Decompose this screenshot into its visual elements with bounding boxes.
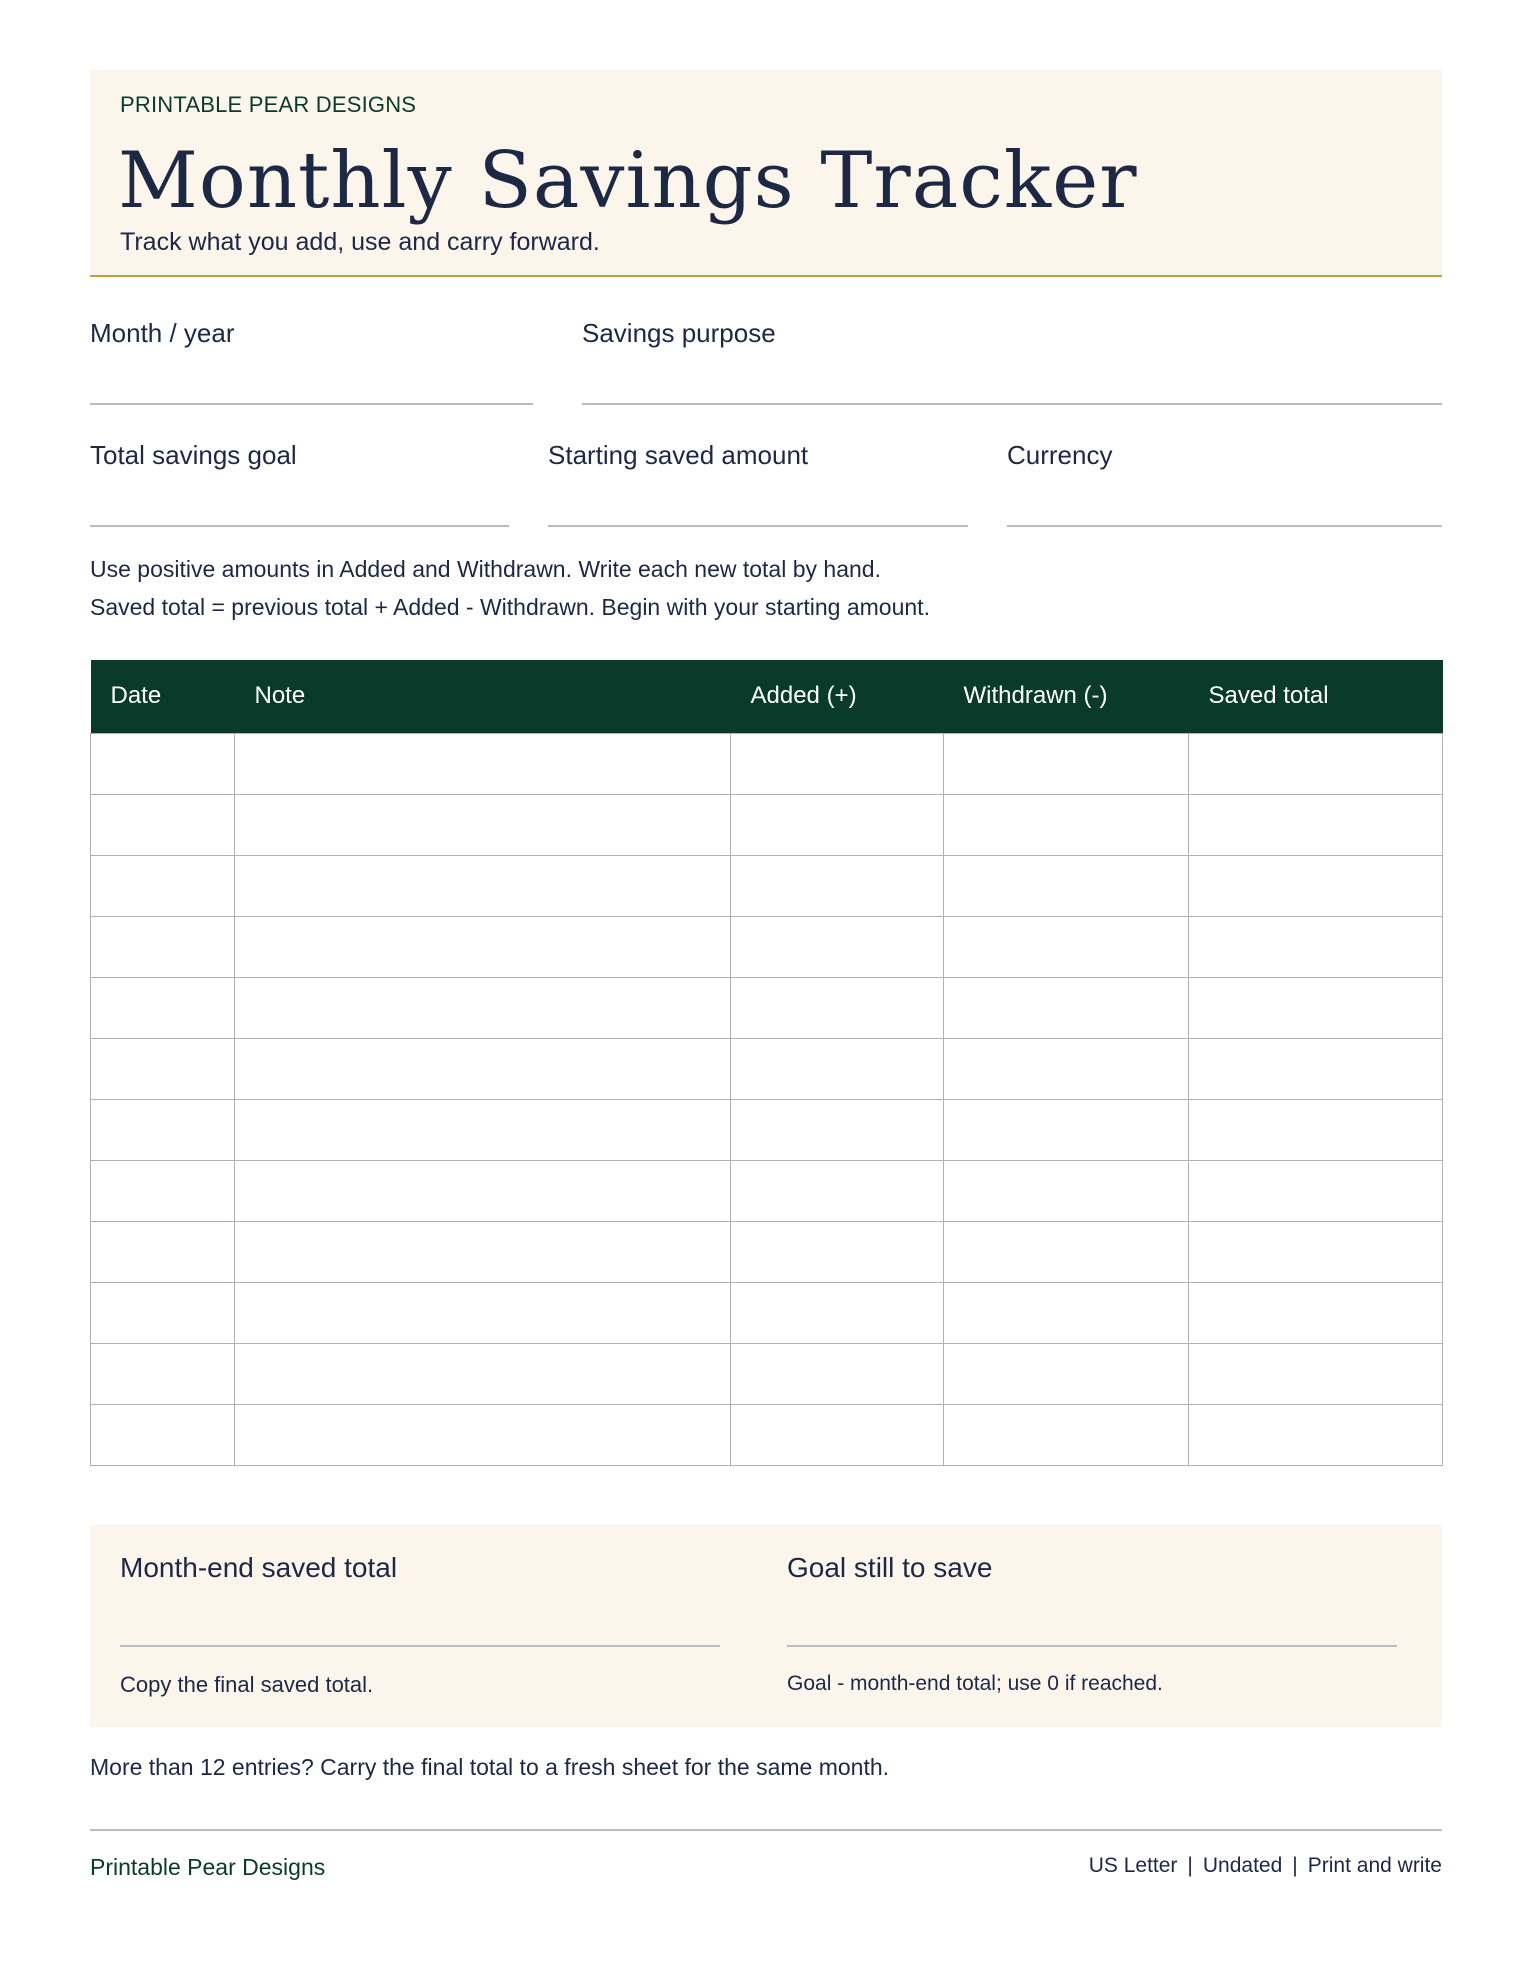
- cell-note[interactable]: [235, 1160, 731, 1221]
- cell-withdrawn[interactable]: [944, 1282, 1189, 1343]
- cell-date[interactable]: [91, 1282, 235, 1343]
- goal-remaining-label: Goal still to save: [787, 1552, 993, 1583]
- table-row: [91, 1343, 1443, 1404]
- table-row: [91, 794, 1443, 855]
- footer-dated: Undated: [1202, 1854, 1283, 1877]
- table-row: [91, 977, 1443, 1038]
- cell-saved-total[interactable]: [1189, 1221, 1443, 1282]
- month-year-field[interactable]: [90, 403, 533, 405]
- cell-saved-total[interactable]: [1189, 733, 1443, 794]
- cell-withdrawn[interactable]: [944, 1343, 1189, 1404]
- cell-withdrawn[interactable]: [944, 1038, 1189, 1099]
- cell-note[interactable]: [235, 1221, 731, 1282]
- cell-note[interactable]: [235, 1343, 731, 1404]
- footer-brand: Printable Pear Designs: [90, 1854, 326, 1880]
- goal-remaining-field[interactable]: [787, 1645, 1397, 1647]
- cell-note[interactable]: [235, 733, 731, 794]
- cell-added[interactable]: [731, 1282, 944, 1343]
- table-row: [91, 1282, 1443, 1343]
- footer-meta: [1089, 1854, 1442, 1878]
- cell-withdrawn[interactable]: [944, 733, 1189, 794]
- column-header-saved-total: Saved total: [1189, 660, 1443, 733]
- instruction-line-2: Saved total = previous total + Added - Withdrawn. Begin with your starting amount.: [90, 594, 930, 620]
- month-end-total-hint: Copy the final saved total.: [120, 1672, 374, 1697]
- cell-note[interactable]: [235, 1038, 731, 1099]
- cell-withdrawn[interactable]: [944, 1099, 1189, 1160]
- page-subtitle: Track what you add, use and carry forward.: [120, 228, 600, 256]
- cell-withdrawn[interactable]: [944, 855, 1189, 916]
- cell-note[interactable]: [235, 1282, 731, 1343]
- cell-withdrawn[interactable]: [944, 1221, 1189, 1282]
- currency-field[interactable]: [1007, 525, 1442, 527]
- footer-separator: |: [1187, 1854, 1193, 1877]
- overflow-note: More than 12 entries? Carry the final total to a fresh sheet for the same month.: [90, 1754, 890, 1780]
- header-banner: [90, 70, 1442, 277]
- table-row: [91, 1160, 1443, 1221]
- cell-saved-total[interactable]: [1189, 916, 1443, 977]
- cell-added[interactable]: [731, 1343, 944, 1404]
- cell-withdrawn[interactable]: [944, 794, 1189, 855]
- footer-separator: |: [1292, 1854, 1298, 1877]
- cell-date[interactable]: [91, 1221, 235, 1282]
- cell-added[interactable]: [731, 916, 944, 977]
- savings-purpose-field[interactable]: [582, 403, 1442, 405]
- table-row: [91, 733, 1443, 794]
- cell-note[interactable]: [235, 1099, 731, 1160]
- cell-added[interactable]: [731, 1099, 944, 1160]
- table-row: [91, 1221, 1443, 1282]
- cell-date[interactable]: [91, 794, 235, 855]
- month-year-label: Month / year: [90, 318, 235, 348]
- cell-date[interactable]: [91, 1099, 235, 1160]
- cell-withdrawn[interactable]: [944, 1404, 1189, 1465]
- cell-added[interactable]: [731, 794, 944, 855]
- cell-saved-total[interactable]: [1189, 977, 1443, 1038]
- ledger-table: [90, 660, 1442, 1466]
- cell-added[interactable]: [731, 1404, 944, 1465]
- goal-remaining-hint: Goal - month-end total; use 0 if reached.: [787, 1672, 1163, 1695]
- cell-date[interactable]: [91, 916, 235, 977]
- cell-saved-total[interactable]: [1189, 1099, 1443, 1160]
- footer-divider: [90, 1829, 1442, 1831]
- footer-usage: Print and write: [1307, 1854, 1442, 1877]
- savings-goal-field[interactable]: [90, 525, 509, 527]
- cell-added[interactable]: [731, 733, 944, 794]
- page-title: Monthly Savings Tracker: [118, 136, 1138, 226]
- starting-amount-label: Starting saved amount: [548, 440, 809, 470]
- cell-note[interactable]: [235, 1404, 731, 1465]
- cell-saved-total[interactable]: [1189, 1343, 1443, 1404]
- cell-date[interactable]: [91, 1343, 235, 1404]
- cell-date[interactable]: [91, 977, 235, 1038]
- cell-date[interactable]: [91, 1404, 235, 1465]
- cell-withdrawn[interactable]: [944, 916, 1189, 977]
- cell-note[interactable]: [235, 916, 731, 977]
- cell-note[interactable]: [235, 977, 731, 1038]
- cell-saved-total[interactable]: [1189, 1038, 1443, 1099]
- column-header-date: Date: [91, 660, 235, 733]
- starting-amount-field[interactable]: [548, 525, 968, 527]
- month-end-total-field[interactable]: [120, 1645, 720, 1647]
- cell-added[interactable]: [731, 1038, 944, 1099]
- cell-note[interactable]: [235, 794, 731, 855]
- brand-label: PRINTABLE PEAR DESIGNS: [120, 92, 417, 117]
- table-row: [91, 855, 1443, 916]
- savings-purpose-label: Savings purpose: [582, 318, 776, 348]
- ledger-header-row: [91, 660, 1443, 733]
- column-header-added: Added (+): [731, 660, 944, 733]
- ledger-body: [91, 733, 1443, 1465]
- cell-saved-total[interactable]: [1189, 1160, 1443, 1221]
- cell-note[interactable]: [235, 855, 731, 916]
- table-row: [91, 1404, 1443, 1465]
- table-row: [91, 1038, 1443, 1099]
- cell-date[interactable]: [91, 733, 235, 794]
- currency-label: Currency: [1007, 440, 1113, 470]
- cell-withdrawn[interactable]: [944, 1160, 1189, 1221]
- cell-added[interactable]: [731, 1221, 944, 1282]
- column-header-withdrawn: Withdrawn (-): [944, 660, 1189, 733]
- table-row: [91, 916, 1443, 977]
- cell-saved-total[interactable]: [1189, 794, 1443, 855]
- cell-added[interactable]: [731, 855, 944, 916]
- month-end-total-label: Month-end saved total: [120, 1552, 398, 1583]
- cell-date[interactable]: [91, 855, 235, 916]
- cell-saved-total[interactable]: [1189, 1282, 1443, 1343]
- column-header-note: Note: [235, 660, 731, 733]
- cell-date[interactable]: [91, 1038, 235, 1099]
- cell-added[interactable]: [731, 1160, 944, 1221]
- instruction-line-1: Use positive amounts in Added and Withdrawn. Write each new total by hand.: [90, 556, 881, 582]
- footer-paper-size: US Letter: [1088, 1854, 1178, 1877]
- cell-saved-total[interactable]: [1189, 855, 1443, 916]
- cell-saved-total[interactable]: [1189, 1404, 1443, 1465]
- cell-date[interactable]: [91, 1160, 235, 1221]
- cell-withdrawn[interactable]: [944, 977, 1189, 1038]
- savings-goal-label: Total savings goal: [90, 440, 297, 470]
- cell-added[interactable]: [731, 977, 944, 1038]
- table-row: [91, 1099, 1443, 1160]
- summary-box: [90, 1525, 1442, 1727]
